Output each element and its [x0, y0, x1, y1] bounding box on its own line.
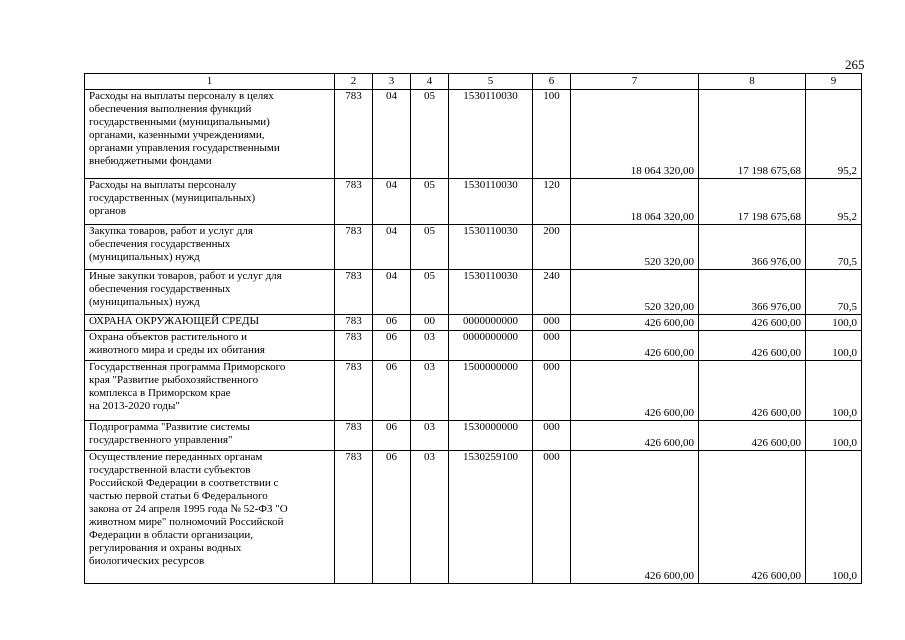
cell-col7: 520 320,00	[571, 225, 699, 270]
cell-col3: 04	[373, 179, 411, 225]
cell-col2: 783	[335, 331, 373, 361]
row-name: Расходы на выплаты персоналу в целях обеспечения выполнения функций государственными (муниципальными) органами, казенными учреждениями, органами управления государственными внебюджетными фондами	[85, 90, 335, 179]
cell-col8: 426 600,00	[699, 331, 806, 361]
cell-col8: 426 600,00	[699, 451, 806, 584]
header-cell: 6	[533, 74, 571, 90]
cell-col8: 426 600,00	[699, 421, 806, 451]
header-cell: 3	[373, 74, 411, 90]
cell-col2: 783	[335, 225, 373, 270]
cell-col3: 04	[373, 225, 411, 270]
header-cell: 2	[335, 74, 373, 90]
row-name: Закупка товаров, работ и услуг для обеспечения государственных (муниципальных) нужд	[85, 225, 335, 270]
cell-col5: 1530110030	[449, 270, 533, 315]
cell-col2: 783	[335, 90, 373, 179]
cell-col8: 17 198 675,68	[699, 179, 806, 225]
cell-col9: 95,2	[806, 179, 862, 225]
cell-col4: 03	[411, 331, 449, 361]
cell-col9: 70,5	[806, 270, 862, 315]
cell-col9: 100,0	[806, 331, 862, 361]
row-name: Государственная программа Приморского края "Развитие рыбохозяйственного комплекса в Приморском крае на 2013-2020 годы"	[85, 361, 335, 421]
cell-col2: 783	[335, 421, 373, 451]
budget-table	[84, 73, 862, 584]
table-row	[85, 225, 862, 270]
cell-col2: 783	[335, 361, 373, 421]
cell-col3: 06	[373, 315, 411, 331]
cell-col5: 0000000000	[449, 315, 533, 331]
cell-col8: 426 600,00	[699, 315, 806, 331]
header-cell: 7	[571, 74, 699, 90]
table-row	[85, 421, 862, 451]
cell-col6: 000	[533, 421, 571, 451]
cell-col7: 426 600,00	[571, 331, 699, 361]
cell-col4: 05	[411, 225, 449, 270]
cell-col6: 000	[533, 315, 571, 331]
header-cell: 4	[411, 74, 449, 90]
cell-col4: 05	[411, 179, 449, 225]
header-cell: 8	[699, 74, 806, 90]
cell-col9: 100,0	[806, 451, 862, 584]
table-row	[85, 315, 862, 331]
cell-col7: 426 600,00	[571, 451, 699, 584]
page-number: 265	[845, 57, 865, 72]
cell-col6: 000	[533, 451, 571, 584]
cell-col9: 100,0	[806, 421, 862, 451]
cell-col8: 366 976,00	[699, 225, 806, 270]
cell-col3: 06	[373, 421, 411, 451]
cell-col3: 06	[373, 361, 411, 421]
row-name: Охрана объектов растительного и животного мира и среды их обитания	[85, 331, 335, 361]
cell-col7: 18 064 320,00	[571, 90, 699, 179]
cell-col5: 1530110030	[449, 225, 533, 270]
cell-col2: 783	[335, 270, 373, 315]
cell-col7: 426 600,00	[571, 315, 699, 331]
cell-col9: 100,0	[806, 315, 862, 331]
row-name: ОХРАНА ОКРУЖАЮЩЕЙ СРЕДЫ	[85, 315, 335, 331]
cell-col3: 04	[373, 270, 411, 315]
table-row	[85, 331, 862, 361]
cell-col4: 05	[411, 90, 449, 179]
cell-col9: 70,5	[806, 225, 862, 270]
cell-col8: 366 976,00	[699, 270, 806, 315]
cell-col6: 100	[533, 90, 571, 179]
header-cell: 5	[449, 74, 533, 90]
cell-col4: 05	[411, 270, 449, 315]
row-name: Осуществление переданных органам государственной власти субъектов Российской Федерации в соответствии с частью первой статьи 6 Федерального закона от 24 апреля 1995 года № 52-ФЗ "О животном мире" полномочий Российской Федерации в области организации, регулирования и охраны водных биологических ресурсов	[85, 451, 335, 584]
row-name: Расходы на выплаты персоналу государственных (муниципальных) органов	[85, 179, 335, 225]
cell-col5: 1530110030	[449, 179, 533, 225]
cell-col8: 17 198 675,68	[699, 90, 806, 179]
header-cell: 9	[806, 74, 862, 90]
cell-col6: 240	[533, 270, 571, 315]
cell-col7: 426 600,00	[571, 361, 699, 421]
cell-col2: 783	[335, 179, 373, 225]
cell-col3: 06	[373, 451, 411, 584]
cell-col5: 1530110030	[449, 90, 533, 179]
cell-col6: 120	[533, 179, 571, 225]
cell-col4: 00	[411, 315, 449, 331]
table-row	[85, 361, 862, 421]
table-row	[85, 179, 862, 225]
cell-col7: 18 064 320,00	[571, 179, 699, 225]
cell-col7: 520 320,00	[571, 270, 699, 315]
row-name: Иные закупки товаров, работ и услуг для обеспечения государственных (муниципальных) нужд	[85, 270, 335, 315]
table-row	[85, 270, 862, 315]
cell-col8: 426 600,00	[699, 361, 806, 421]
table-header	[85, 74, 862, 90]
cell-col9: 100,0	[806, 361, 862, 421]
table-row	[85, 90, 862, 179]
table-row	[85, 451, 862, 584]
cell-col4: 03	[411, 361, 449, 421]
cell-col9: 95,2	[806, 90, 862, 179]
cell-col4: 03	[411, 421, 449, 451]
cell-col5: 1530000000	[449, 421, 533, 451]
cell-col2: 783	[335, 451, 373, 584]
cell-col3: 04	[373, 90, 411, 179]
cell-col6: 000	[533, 361, 571, 421]
header-cell: 1	[85, 74, 335, 90]
cell-col5: 1530259100	[449, 451, 533, 584]
cell-col5: 0000000000	[449, 331, 533, 361]
cell-col3: 06	[373, 331, 411, 361]
cell-col4: 03	[411, 451, 449, 584]
cell-col2: 783	[335, 315, 373, 331]
row-name: Подпрограмма "Развитие системы государственного управления"	[85, 421, 335, 451]
cell-col5: 1500000000	[449, 361, 533, 421]
cell-col6: 200	[533, 225, 571, 270]
cell-col7: 426 600,00	[571, 421, 699, 451]
cell-col6: 000	[533, 331, 571, 361]
